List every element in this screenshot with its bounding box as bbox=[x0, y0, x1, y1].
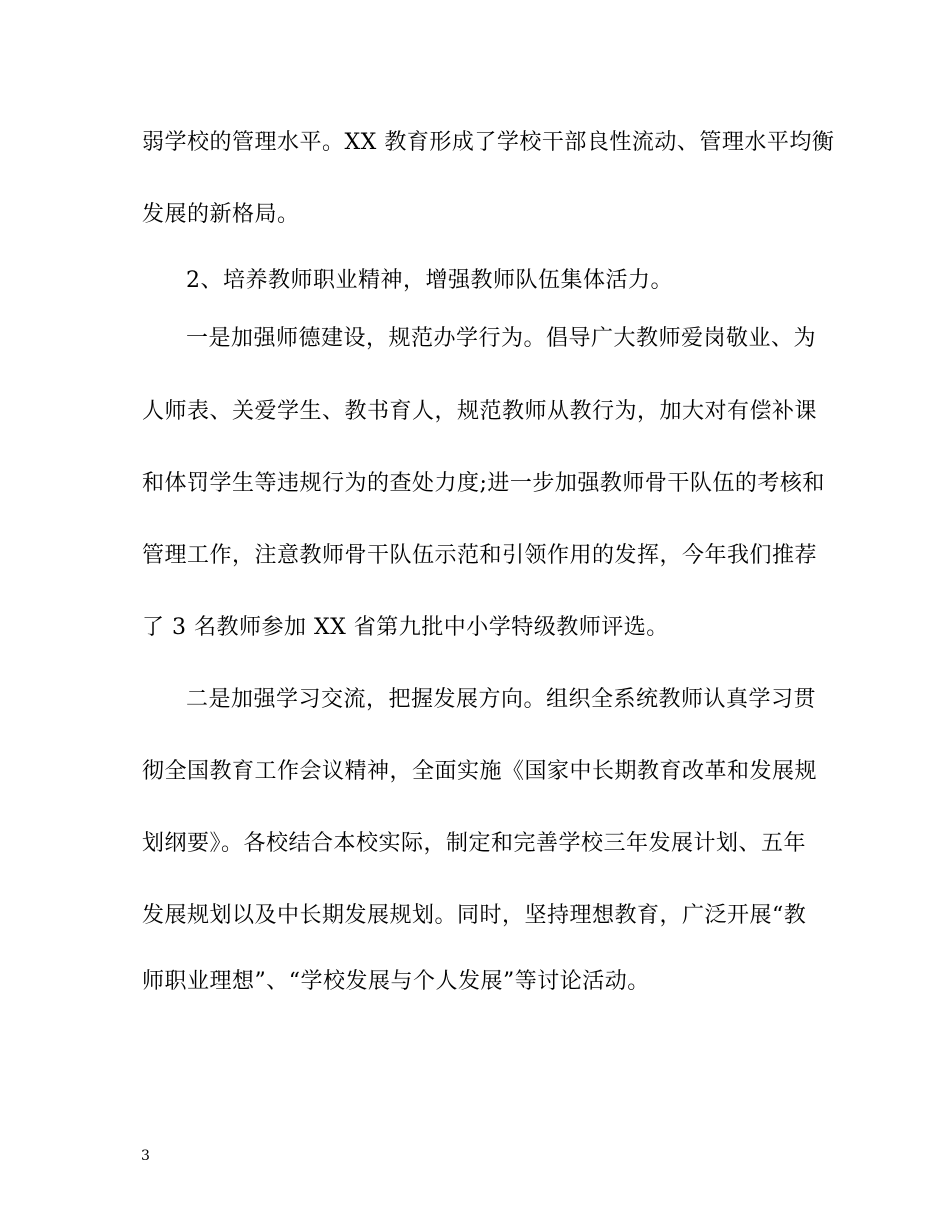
body-text-line: 划纲要》。各校结合本校实际，制定和完善学校三年发展计划、五年 bbox=[142, 831, 807, 856]
body-text-line: 和体罚学生等违规行为的查处力度;进一步加强教师骨干队伍的考核和 bbox=[142, 471, 825, 496]
page-number: 3 bbox=[141, 1148, 150, 1164]
body-text-line: 弱学校的管理水平。XX 教育形成了学校干部良性流动、管理水平均衡 bbox=[142, 130, 835, 155]
body-text-line: 发展规划以及中长期发展规划。同时，坚持理想教育，广泛开展“教 bbox=[142, 903, 807, 928]
body-text-line: 了 3 名教师参加 XX 省第九批中小学特级教师评选。 bbox=[142, 615, 669, 640]
body-text-line: 发展的新格局。 bbox=[142, 202, 300, 227]
body-text-line: 一是加强师德建设，规范办学行为。倡导广大教师爱岗敬业、为 bbox=[186, 326, 817, 351]
body-text-line: 二是加强学习交流，把握发展方向。组织全系统教师认真学习贯 bbox=[186, 687, 817, 712]
body-text-line: 师职业理想”、“学校发展与个人发展”等讨论活动。 bbox=[142, 969, 650, 994]
section-heading: 2、培养教师职业精神，增强教师队伍集体活力。 bbox=[186, 268, 673, 293]
body-text-line: 管理工作，注意教师骨干队伍示范和引领作用的发挥，今年我们推荐 bbox=[142, 543, 818, 568]
body-text-line: 人师表、关爱学生、教书育人，规范教师从教行为，加大对有偿补课 bbox=[142, 399, 818, 424]
body-text-line: 彻全国教育工作会议精神，全面实施《国家中长期教育改革和发展规 bbox=[142, 759, 818, 784]
